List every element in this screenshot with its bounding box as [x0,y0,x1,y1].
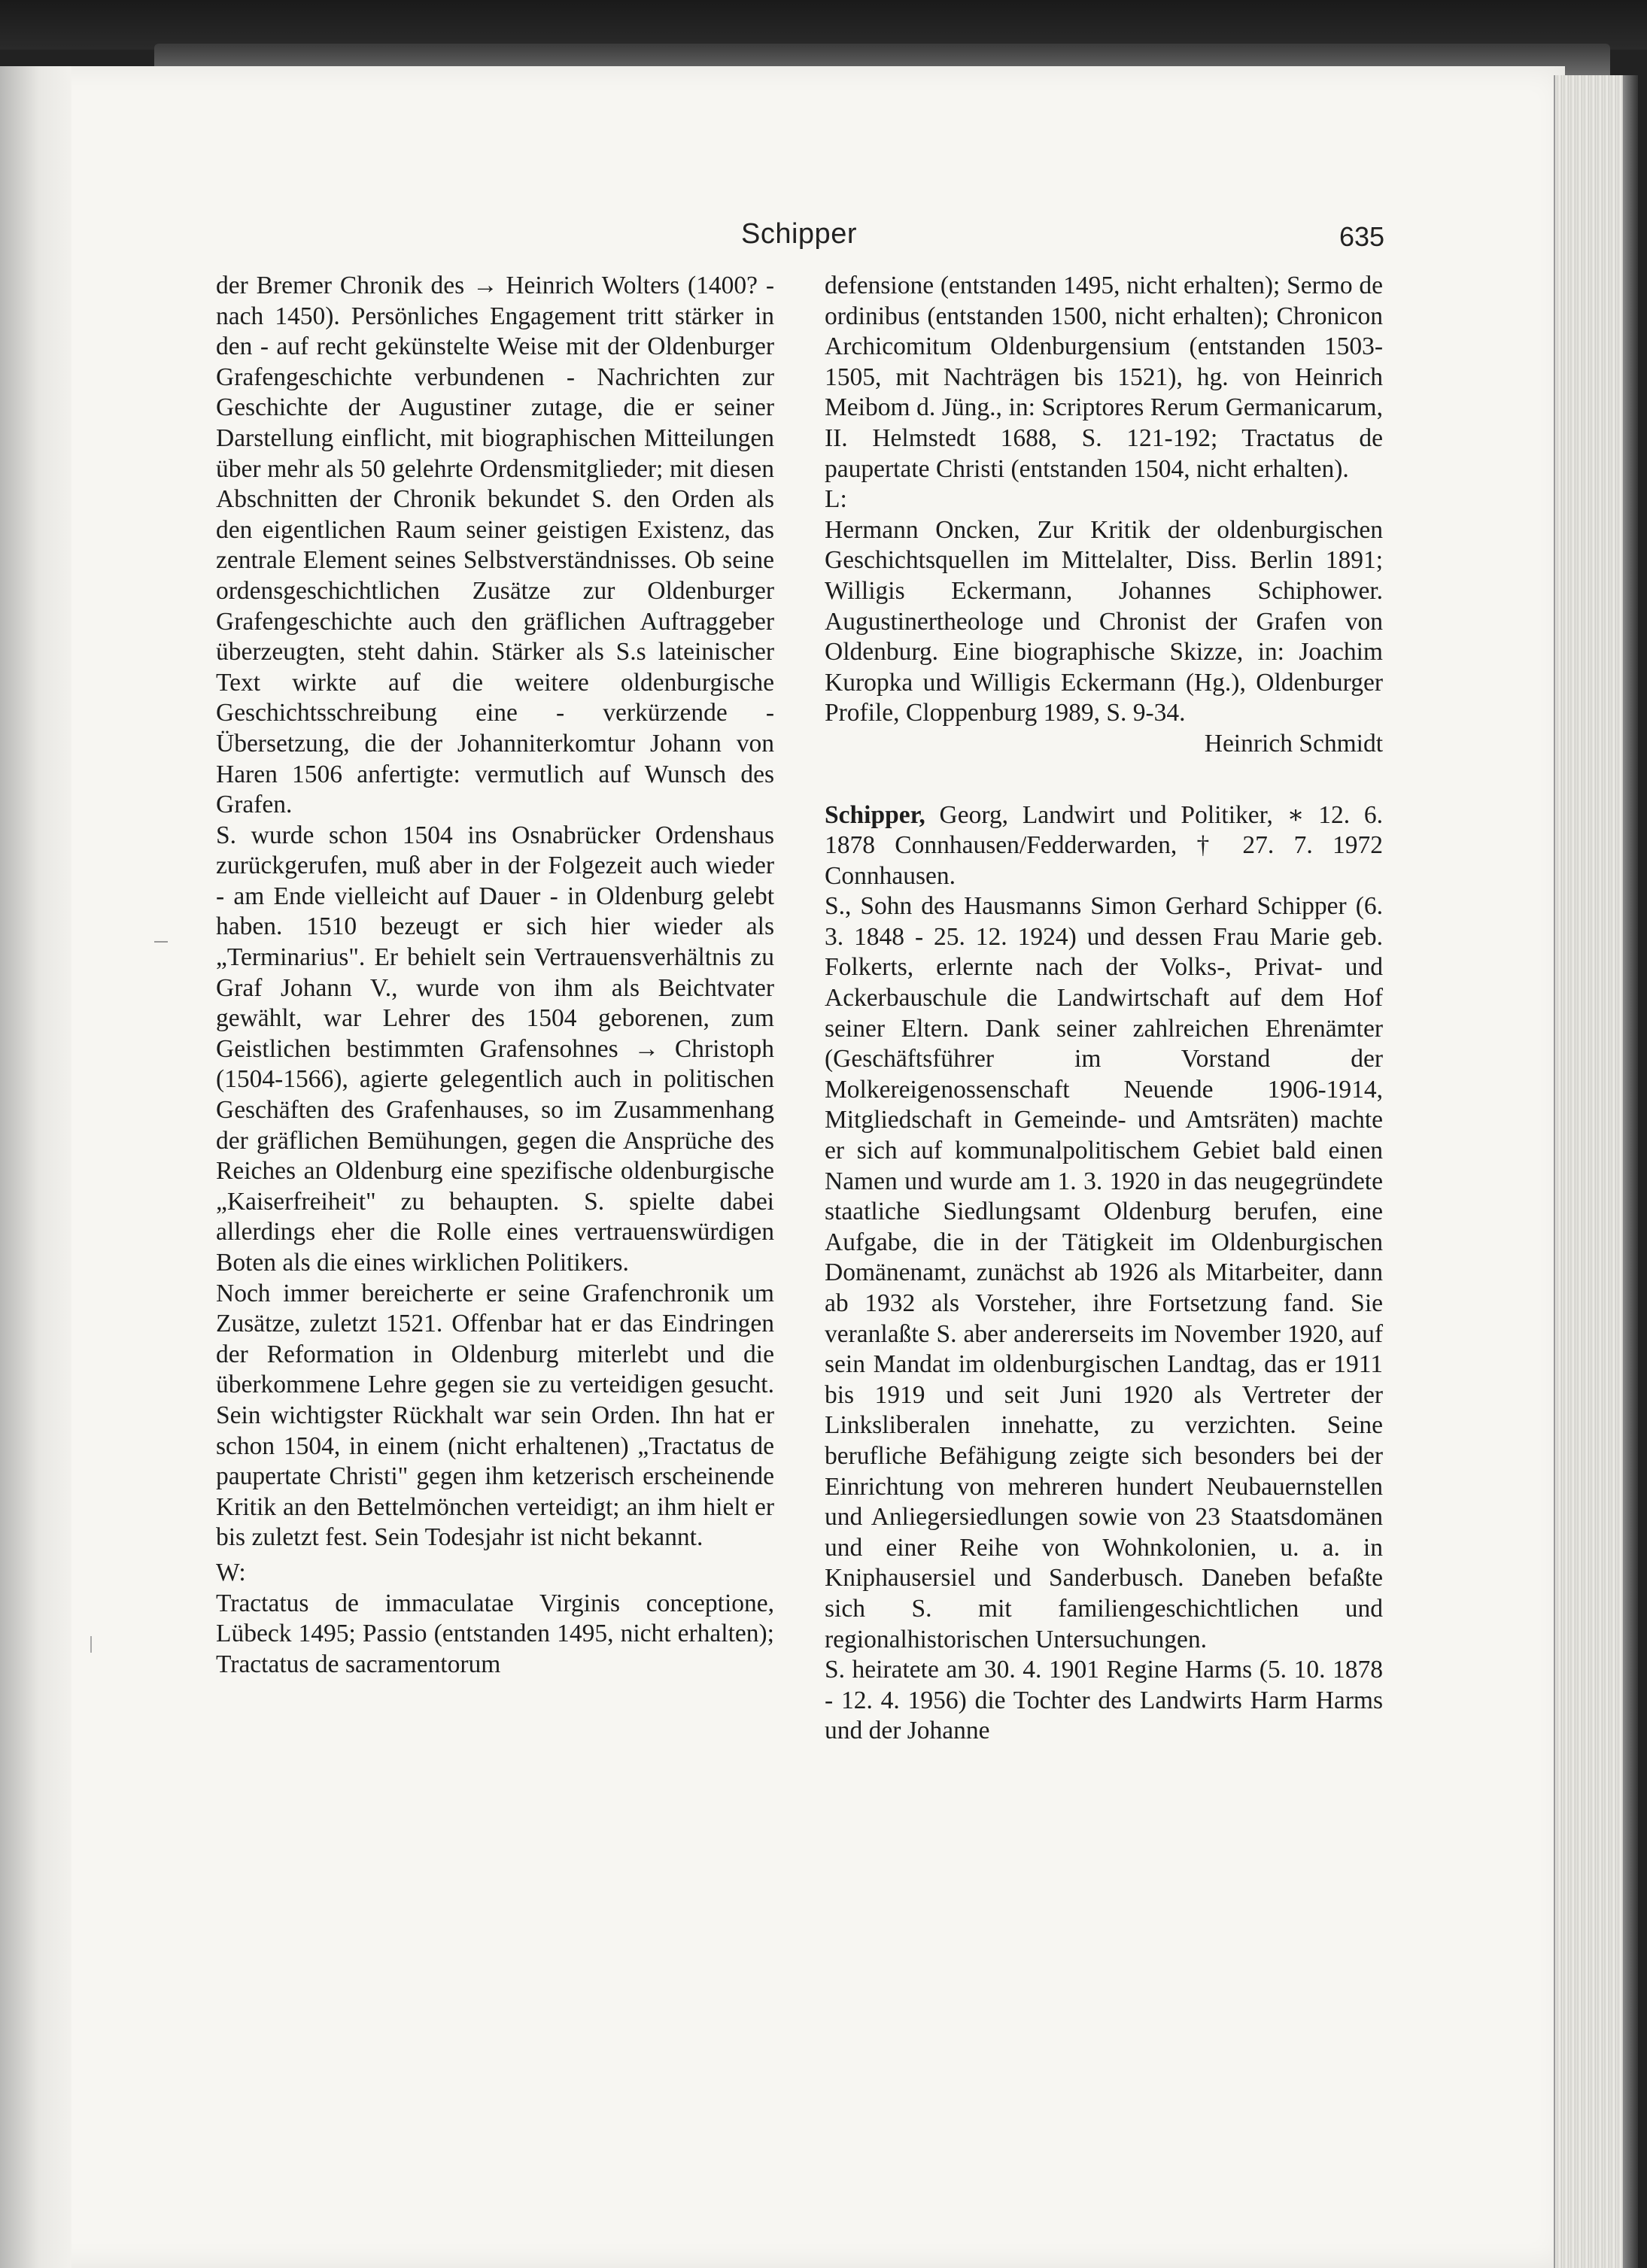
margin-mark [90,1636,96,1653]
left-paragraph-2: S. wurde schon 1504 ins Osnabrücker Ordenshaus zurückgerufen, muß aber in der Folgezeit auch wieder - am Ende vielleicht auf Dauer - in Oldenburg gelebt haben. 1510 bezeugt er sich hier wieder als „Terminarius". Er behielt sein Vertrauensverhältnis zu Graf Johann V., wurde von ihm als Beichtvater gewählt, war Lehrer des 1504 geborenen, zum Geistlichen bestimmten Grafensohnes → Christoph (1504-1566), agierte gelegentlich auch in politischen Geschäften des Grafenhauses, so im Zusammenhang der gräflichen Bemühungen, gegen die Ansprüche des Reiches an Oldenburg eine spezifische oldenburgische „Kaiserfreiheit" zu behaupten. S. spielte dabei allerdings eher die Rolle eines vertrauenswürdigen Boten als die eines wirklichen Politikers. [216,821,774,1277]
left-page-edge [0,66,71,2268]
works-continuation: defensione (entstanden 1495, nicht erhalten); Sermo de ordinibus (entstanden 1500, nicht erhalten); Chronicon Archicomitum Oldenburgensium (entstanden 1503-1505, mit Nachträgen bis 1521), hg. von Heinrich Meibom d. Jüng., in: Scriptores Rerum Germanicarum, II. Helmstedt 1688, S. 121-192; Tractatus de paupertate Christi (entstanden 1504, nicht erhalten). [825,272,1383,483]
right-column [825,271,1383,1747]
margin-tick [154,941,168,943]
left-paragraph-1: der Bremer Chronik des → Heinrich Wolters (1400? - nach 1450). Persönliches Engagement tritt stärker in den - auf recht gekünstelte Weise mit der Oldenburger Grafengeschichte verbundenen - Nachrichten zur Geschichte der Augustiner zutage, die er seiner Darstellung einflicht, mit biographischen Mitteilungen über mehr als 50 gelehrte Ordensmitglieder; mit diesen Abschnitten der Chronik bekundet S. den Orden als den eigentlichen Raum seiner geistigen Existenz, das zentrale Element seines Selbstverständnisses. Ob seine ordensgeschichtlichen Zusätze zur Oldenburger Grafengeschichte auch den gräflichen Auftraggeber überzeugten, steht dahin. Stärker als S.s lateinischer Text wirkte auf die weitere oldenburgische Geschichtsschreibung eine - verkürzende - Übersetzung, die der Johanniterkomtur Johann von Haren 1506 anfertigte: vermutlich auf Wunsch des Grafen. [216,272,774,819]
entry-header [825,800,1383,892]
literature-text: Hermann Oncken, Zur Kritik der oldenburgischen Geschichtsquellen im Mittelalter, Diss. Berlin 1891; Willigis Eckermann, Johannes Schiphower. Augustinertheologe und Chronist der Grafen von Oldenburg. Eine biographische Skizze, in: Joachim Kuropka und Willigis Eckermann (Hg.), Oldenburger Profile, Cloppenburg 1989, S. 9-34. [825,515,1383,727]
running-head: Schipper [741,218,857,250]
entry-name: Schipper, [825,800,925,829]
literature-label: L: [825,485,847,514]
author-signature: Heinrich Schmidt [1204,729,1383,758]
entry-intro: Georg, Landwirt und Politiker, ∗ 12. 6. 1878 Connhausen/Fedderwarden, † 27. 7. 1972 Connhausen. [825,800,1383,890]
scanner-background [0,0,1647,50]
left-paragraph-3: Noch immer bereicherte er seine Grafenchronik um Zusätze, zuletzt 1521. Offenbar hat er das Eindringen der Reformation in Oldenburg miterlebt und die überkommene Lehre gegen sie zu verteidigen gesucht. Sein wichtigster Rückhalt war sein Orden. Ihn hat er schon 1504, in einem (nicht erhaltenen) „Tractatus de paupertate Christi" gegen ihm ketzerisch erscheinende Kritik an den Bettelmönchen verteidigt; an ihm hielt er bis zuletzt fest. Sein Todesjahr ist nicht bekannt. [216,1279,774,1552]
page-stack-edge [1554,75,1638,2268]
page-number: 635 [1339,221,1385,252]
right-paragraph-1: S., Sohn des Hausmanns Simon Gerhard Schipper (6. 3. 1848 - 25. 12. 1924) und dessen Frau Marie geb. Folkerts, erlernte nach der Volks-, Privat- und Ackerbauschule die Landwirtschaft auf dem Hof seiner Eltern. Dank seiner zahlreichen Ehrenämter (Geschäftsführer im Vorstand der Molkereigenossenschaft Neuende 1906-1914, Mitgliedschaft in Gemeinde- und Amtsräten) machte er sich auf kommunalpolitischem Gebiet bald einen Namen und wurde am 1. 3. 1920 in das neugegründete staatliche Siedlungsamt Oldenburg berufen, eine Aufgabe, die in der Tätigkeit im Oldenburgischen Domänenamt, zunächst ab 1926 als Mitarbeiter, dann ab 1932 als Vorsteher, ihre Fortsetzung fand. Sie veranlaßte S. aber andererseits im November 1920, auf sein Mandat im oldenburgischen Landtag, das er 1911 bis 1919 und seit Juni 1920 als Vertreter der Linksliberalen innehatte, zu verzichten. Seine berufliche Befähigung zeigte sich besonders bei der Einrichtung von mehreren hundert Neubauernstellen und Anliegersiedlungen sowie von 23 Staatsdomänen und einer Reihe von Wohnkolonien, u. a. in Kniphausersiel und Sanderbusch. Daneben befaßte sich S. mit familiengeschichtlichen und regionalhistorischen Untersuchungen. [825,892,1383,1653]
right-paragraph-2: S. heiratete am 30. 4. 1901 Regine Harms (5. 10. 1878 - 12. 4. 1956) die Tochter des Landwirts Harm Harms und der Johanne [825,1656,1383,1745]
works-text: Tractatus de immaculatae Virginis conceptione, Lübeck 1495; Passio (entstanden 1495, nicht erhalten); Tractatus de sacramentorum [216,1589,774,1678]
works-label: W: [216,1558,246,1586]
left-column [216,271,774,1680]
